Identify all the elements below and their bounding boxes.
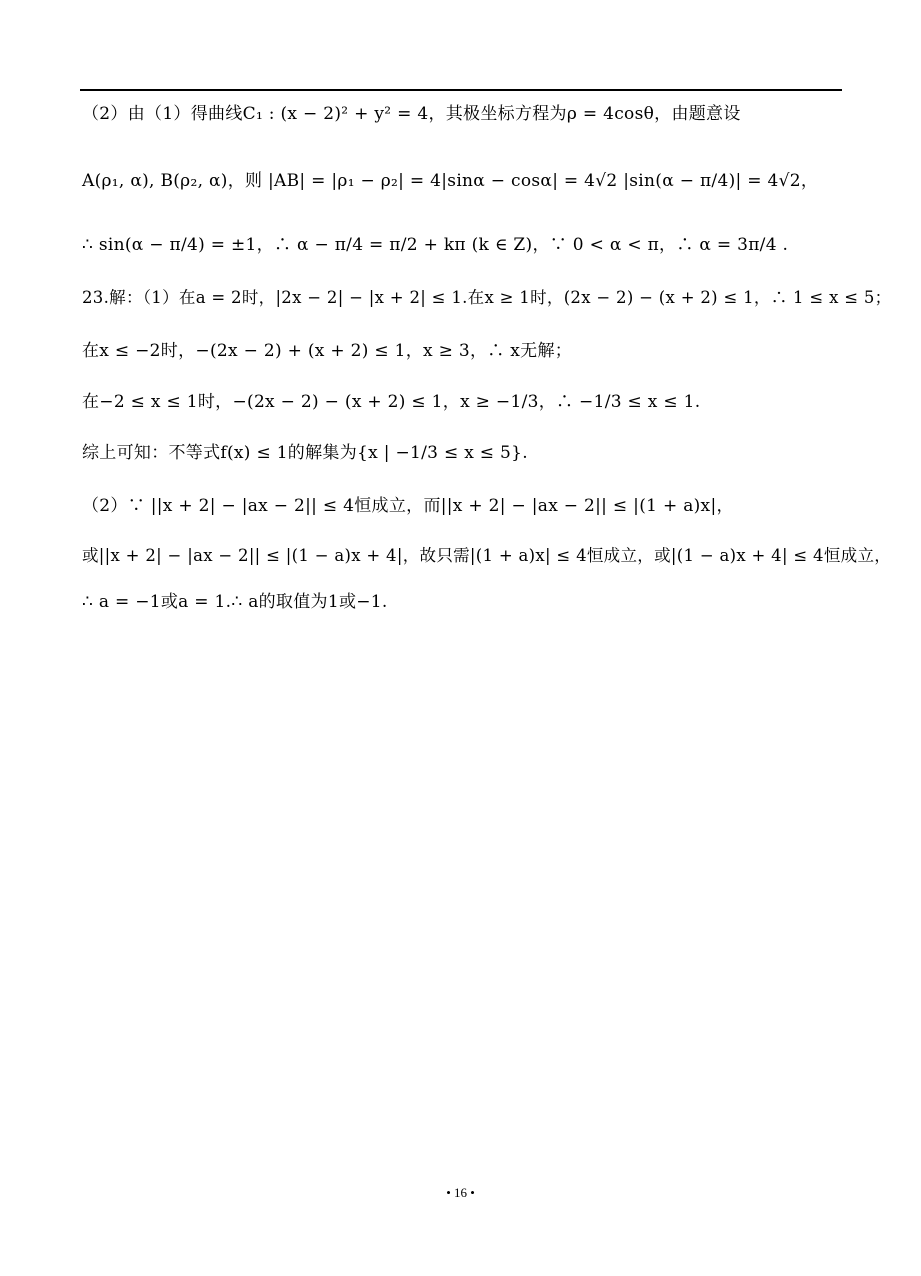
page-number: • 16 • bbox=[446, 1185, 475, 1200]
text-line-7: 综上可知：不等式f(x) ≤ 1的解集为{x | −1/3 ≤ x ≤ 5}. bbox=[82, 443, 528, 463]
text-line-9: 或||x + 2| − |ax − 2|| ≤ |(1 − a)x + 4|，故只需|(1 + a)x| ≤ 4恒成立，或|(1 − a)x + 4| ≤ 4恒成立， bbox=[82, 546, 892, 565]
text-line-1: （2）由（1）得曲线C₁ : (x − 2)² + y² = 4，其极坐标方程为ρ = 4cosθ，由题意设 bbox=[82, 104, 741, 124]
text-line-3: ∴ sin(α − π/4) = ±1，∴ α − π/4 = π/2 + kπ (k ∈ Z)，∵ 0 < α < π，∴ α = 3π/4 . bbox=[82, 235, 789, 255]
text-line-6: 在−2 ≤ x ≤ 1时，−(2x − 2) − (x + 2) ≤ 1，x ≥ −1/3，∴ −1/3 ≤ x ≤ 1. bbox=[82, 392, 701, 412]
header-rule bbox=[80, 89, 842, 91]
text-line-8: （2）∵ ||x + 2| − |ax − 2|| ≤ 4恒成立，而||x + 2| − |ax − 2|| ≤ |(1 + a)x|， bbox=[82, 496, 734, 516]
text-line-2: A(ρ₁, α), B(ρ₂, α)，则 |AB| = |ρ₁ − ρ₂| = 4|sinα − cosα| = 4√2 |sin(α − π/4)| = 4√2， bbox=[82, 171, 819, 191]
text-line-10: ∴ a = −1或a = 1.∴ a的取值为1或−1. bbox=[82, 592, 388, 612]
text-line-5: 在x ≤ −2时，−(2x − 2) + (x + 2) ≤ 1，x ≥ 3，∴ x无解； bbox=[82, 341, 573, 361]
text-line-4: 23.解：（1）在a = 2时，|2x − 2| − |x + 2| ≤ 1.在x ≥ 1时，(2x − 2) − (x + 2) ≤ 1，∴ 1 ≤ x ≤ 5； bbox=[82, 288, 892, 307]
